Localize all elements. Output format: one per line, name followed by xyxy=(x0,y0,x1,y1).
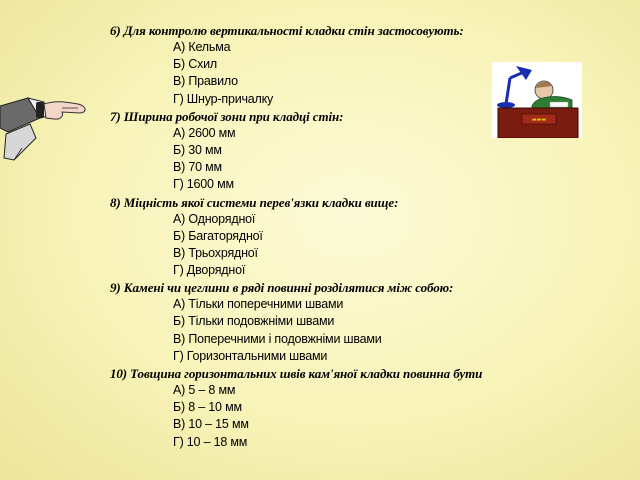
answer-option: В) 10 – 15 мм xyxy=(173,417,249,432)
answer-option: Б) Багаторядної xyxy=(173,228,263,243)
answer-option: Б) 8 – 10 мм xyxy=(173,400,242,415)
answer-option: Г) Дворядної xyxy=(173,263,246,278)
answer-option: А) Кельма xyxy=(173,40,231,54)
answer-option: Г) Шнур-причалку xyxy=(173,91,274,106)
answer-option: Г) 1600 мм xyxy=(173,177,234,192)
answer-option: В) 70 мм xyxy=(173,160,222,175)
answer-option: Б) Тільки подовжніми швами xyxy=(173,314,335,329)
answer-option: В) Поперечними і подовжніми швами xyxy=(173,331,382,346)
answer-option: Б) 30 мм xyxy=(173,142,222,157)
answer-option: Б) Схил xyxy=(173,57,217,72)
quiz-content xyxy=(110,22,610,451)
answer-option: А) 5 – 8 мм xyxy=(173,383,236,397)
answer-option: В) Правило xyxy=(173,74,238,89)
answer-option: А) Тільки поперечними швами xyxy=(173,297,344,312)
answer-option: А) Однорядної xyxy=(173,211,256,226)
question-title: 9) Камені чи цеглини в ряді повинні розділятися між собою: xyxy=(110,280,454,296)
answer-option: Г) Горизонтальними швами xyxy=(173,348,328,363)
answer-option: Г) 10 – 18 мм xyxy=(173,434,248,449)
answer-option: А) 2600 мм xyxy=(173,125,236,140)
answer-option: В) Трьохрядної xyxy=(173,245,258,260)
hand-pointing-clipart xyxy=(0,88,92,166)
svg-text:▬▬▬: ▬▬▬ xyxy=(531,117,547,123)
question-title: 8) Міцність якої системи перев'язки кладки вище: xyxy=(110,194,399,210)
question-title: 7) Ширина робочої зони при кладці стін: xyxy=(110,108,344,124)
question-title: 6) Для контролю вертикальності кладки стін застосовують: xyxy=(110,23,464,38)
question-title: 10) Товщина горизонтальних швів кам'яної кладки повинна бути xyxy=(110,366,483,381)
